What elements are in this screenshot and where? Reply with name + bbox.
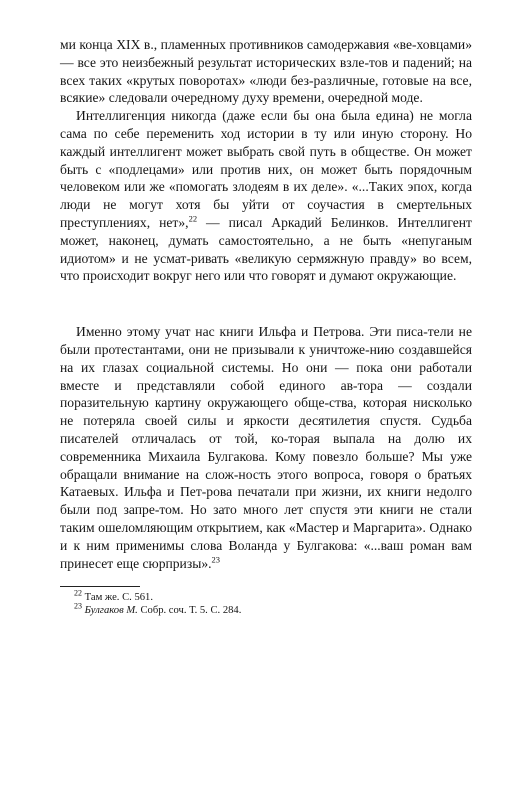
paragraph-3-text: Именно этому учат нас книги Ильфа и Петрова. Эти писа-тели не были протестантами, они не призывали к уничтоже-нию создавшейся на их глазах социальной системы. Но они — пока они работали вместе и представляли собой единого ав-тора — создали поразительную картину окружающего обще-ства, которая нисколько не потеряла своей силы и яркости десятилетия спустя. Судьба писателей отличалась от той, ко-торая выпала на долю их современника Михаила Булгакова. Кому повезло больше? Мы уже обращали внимание на слож-ность этого вопроса, говоря о братьях Катаевых. Ильфа и Пет-рова печатали при жизни, их книги недолго были под запре-том. Но зато много лет спустя эти книги не стали таким ошеломляющим открытием, как «Мастер и Маргарита». Однако и к ним применимы слова Воланда у Булгакова: «...ваш роман вам принесет еще сюрпризы». <box>60 324 472 571</box>
footnote-number: 22 <box>74 588 82 598</box>
footnote-number: 23 <box>74 601 82 611</box>
footnote-23 <box>60 601 472 617</box>
section-gap <box>60 285 472 323</box>
page-body <box>60 36 472 617</box>
footnotes <box>60 586 472 617</box>
footnote-ref-23[interactable]: 23 <box>211 553 221 564</box>
paragraph-2-text-a: Интеллигенция никогда (даже если бы она была едина) не могла сама по себе переменить ход истории в ту или иную сторону. Но каждый интеллигент может выбрать свой путь в обществе. Он может быть с «подлецами» или против них, он может быть порядочным человеком или же «помогать злодеям в их деле». «...Таких эпох, когда люди не могут хотя бы уйти от соучастия в смертельных преступлениях, нет», <box>60 108 472 230</box>
paragraph-3 <box>60 323 472 572</box>
footnote-ref-22[interactable]: 22 <box>188 213 198 224</box>
footnote-author: Булгаков М. <box>84 605 138 617</box>
footnote-divider <box>60 586 140 587</box>
paragraph-2-text-b: — писал Аркадий Белинков. Интеллигент может, наконец, думать самостоятельно, а не быть «непуганым идиотом» и не усмат-ривать «великую сермяжную правду» во всем, что происходит вокруг него или что говорят и думают окружающие. <box>60 214 473 284</box>
paragraph-2 <box>60 107 472 285</box>
paragraph-1 <box>60 36 472 107</box>
paragraph-1-text: ми конца XIX в., пламенных противников самодержавия «ве-ховцами» — все это неизбежный результат исторических взле-тов и падений; на всех таких «крутых поворотах» «люди без-различные, готовые на все, всякие» следовали очередному духу времени, очередной моде. <box>60 37 472 106</box>
footnote-text: Собр. соч. Т. 5. С. 284. <box>137 605 242 617</box>
footnote-text: Там же. С. 561. <box>84 592 153 604</box>
footnote-22 <box>60 588 472 604</box>
